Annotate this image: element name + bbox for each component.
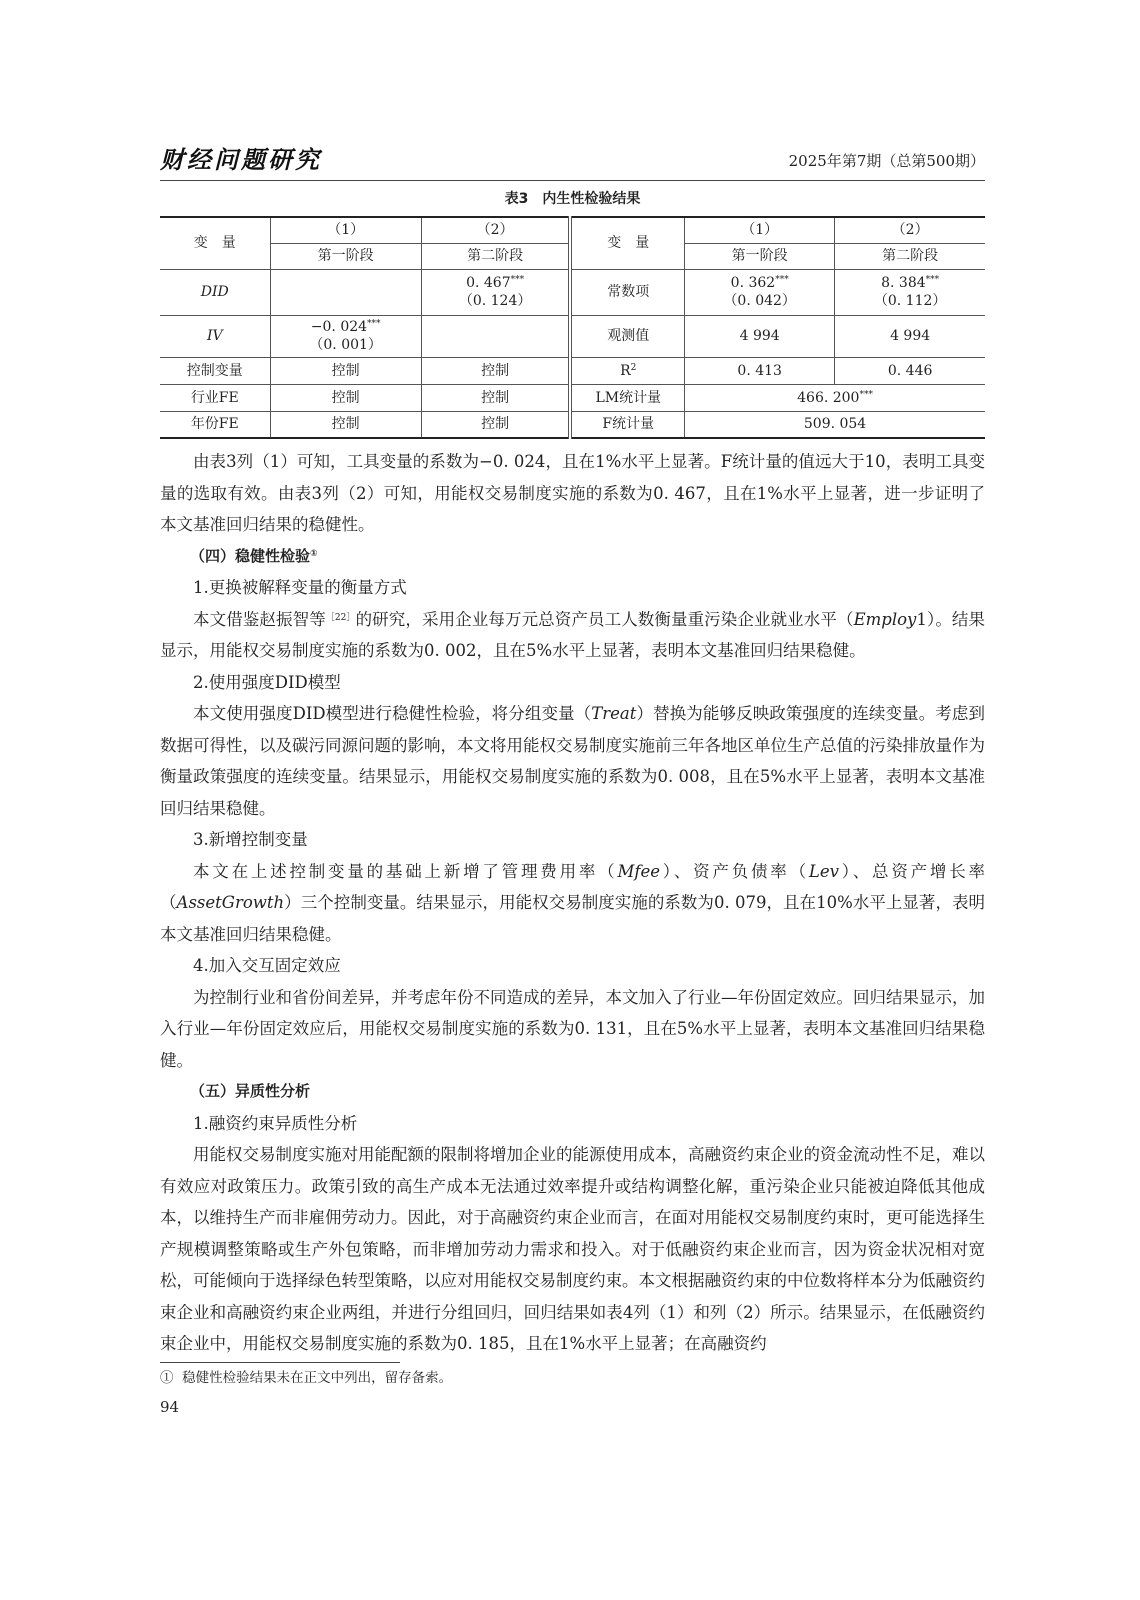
text-run: ）、总资产增长率（ [160, 861, 986, 912]
r2-superscript: 2 [630, 362, 637, 373]
did-stars: *** [510, 275, 525, 285]
text-run: 本文借鉴赵振智等 [193, 609, 326, 629]
lm-stars: *** [859, 389, 873, 400]
header-col1-right: （1） [685, 217, 835, 243]
footnote-mark: ① [160, 1370, 174, 1386]
stage1-left: 第一阶段 [270, 243, 421, 269]
lm-value [685, 384, 985, 411]
table-title: 表3 内生性检验结果 [504, 191, 641, 207]
citation: ［22］ [325, 612, 356, 623]
footnote-text: 稳健性检验结果未在正文中列出，留存备索。 [182, 1370, 453, 1386]
footnote-ref: ① [310, 548, 318, 559]
text-run: 1）。结果显示，用能权交易制度实施的系数为0. 002，且在5%水平上显著，表明本文基准回归结果稳健。 [160, 609, 986, 660]
footnote-rule [160, 1362, 400, 1363]
stage2-right: 第二阶段 [835, 243, 985, 269]
text-run: 的研究，采用企业每万元总资产员工人数衡量重污染企业就业水平（ [355, 609, 854, 629]
header-variable-right: 变 量 [570, 217, 684, 269]
text-run: 本文使用强度DID模型进行稳健性检验，将分组变量（ [193, 704, 592, 723]
subsection-heading: 4.加入交互固定效应 [193, 956, 341, 975]
header-col1-left: （1） [270, 217, 421, 243]
row-label-controls: 控制变量 [160, 357, 270, 384]
lm-value-text: 466. 200 [797, 389, 860, 406]
text-run: 本文在上述控制变量的基础上新增了管理费用率（ [193, 861, 618, 881]
year-fe-col2: 控制 [421, 411, 570, 438]
variable-name: AssetGrowth [176, 893, 285, 912]
header-col2-right: （2） [835, 217, 985, 243]
subsection-heading: 1.融资约束异质性分析 [193, 1113, 358, 1133]
section-heading-robustness [160, 541, 985, 573]
header-variable-left: 变 量 [160, 217, 270, 269]
did-col1 [270, 269, 421, 315]
text-run: ）替换为能够反映政策强度的连续变量。考虑到数据可得性，以及碳污同源问题的影响，本文将用能权交易制度实施前三年各地区单位生产总值的污染排放量作为衡量政策强度的连续变量。结果显示，用能权交易制度实施的系数为0. 008，且在5%水平上显著，表明本文基准回归结果稳健。 [160, 704, 985, 818]
section-heading-heterogeneity: （五）异质性分析 [190, 1082, 311, 1100]
iv-col1-se: （0. 001） [309, 337, 382, 353]
row-label-did: DID [160, 269, 270, 315]
variable-name: Treat [591, 704, 637, 723]
const-col1-coef: 0. 362 [730, 275, 776, 291]
obs-col2: 4 994 [835, 315, 985, 357]
row-label-r2 [570, 357, 684, 384]
row-label-f: F统计量 [570, 411, 684, 438]
paragraph [160, 698, 985, 824]
controls-col2: 控制 [421, 357, 570, 384]
f-value: 509. 054 [685, 411, 985, 438]
r2-col2: 0. 446 [835, 357, 985, 384]
paragraph: 由表3列（1）可知，工具变量的系数为−0. 024，且在1%水平上显著。F统计量的值远大于10，表明工具变量的选取有效。由表3列（2）可知，用能权交易制度实施的系数为0. 467，且在1%水平上显著，进一步证明了本文基准回归结果的稳健性。 [160, 452, 985, 534]
subsection-heading: 2.使用强度DID模型 [193, 672, 341, 692]
const-col2-se: （0. 112） [873, 293, 947, 309]
const-col1-se: （0. 042） [723, 293, 796, 309]
const-col2 [835, 269, 985, 315]
variable-name: Lev [808, 861, 839, 881]
controls-col1: 控制 [270, 357, 421, 384]
variable-name: Employ [853, 609, 917, 629]
page-number: 94 [160, 1398, 180, 1416]
industry-fe-col2: 控制 [421, 384, 570, 411]
did-col2-se: （0. 124） [458, 293, 532, 309]
obs-col1: 4 994 [685, 315, 835, 357]
paragraph [160, 856, 985, 951]
const-col1 [685, 269, 835, 315]
industry-fe-col1: 控制 [270, 384, 421, 411]
row-label-iv: IV [160, 315, 270, 357]
body-text [160, 446, 985, 1360]
stage2-left: 第二阶段 [421, 243, 570, 269]
section-heading-text: （四）稳健性检验 [190, 546, 311, 565]
iv-stars: *** [367, 319, 381, 329]
paragraph: 用能权交易制度实施对用能配额的限制将增加企业的能源使用成本，高融资约束企业的资金流动性不足，难以有效应对政策压力。政策引致的高生产成本无法通过效率提升或结构调整化解，重污染企业只能被迫降低其他成本，以维持生产而非雇佣劳动力。因此，对于高融资约束企业而言，在面对用能权交易制度约束时，更可能选择生产规模调整策略或生产外包策略，而非增加劳动力需求和投入。对于低融资约束企业而言，因为资金状况相对宽松，可能倾向于选择绿色转型策略，以应对用能权交易制度约束。本文根据融资约束的中位数将样本分为低融资约束企业和高融资约束企业两组，并进行分组回归，回归结果如表4列（1）和列（2）所示。结果显示，在低融资约束企业中，用能权交易制度实施的系数为0. 185，且在1%水平上显著；在高融资约 [160, 1145, 985, 1353]
stage1-right: 第一阶段 [685, 243, 835, 269]
const-col1-stars: *** [775, 275, 789, 285]
subsection-heading: 3.新增控制变量 [193, 830, 308, 849]
r2-col1: 0. 413 [685, 357, 835, 384]
row-label-obs: 观测值 [570, 315, 684, 357]
r2-text: R [620, 362, 631, 379]
subsection-heading: 1.更换被解释变量的衡量方式 [193, 578, 407, 597]
iv-col1 [270, 315, 421, 357]
footnote [160, 1366, 452, 1386]
row-label-const: 常数项 [570, 269, 684, 315]
paragraph [160, 604, 985, 667]
journal-logo: 财经问题研究 [160, 145, 322, 174]
const-col2-coef: 8. 384 [881, 275, 926, 291]
const-col2-stars: *** [925, 275, 940, 285]
year-fe-col1: 控制 [270, 411, 421, 438]
header-rule [160, 180, 985, 181]
did-col2 [421, 269, 570, 315]
iv-col1-coef: −0. 024 [310, 319, 368, 335]
row-label-year-fe: 年份FE [160, 411, 270, 438]
text-run: ）三个控制变量。结果显示，用能权交易制度实施的系数为0. 079，且在10%水平上显著，表明本文基准回归结果稳健。 [160, 893, 986, 944]
results-table [160, 216, 985, 439]
text-run: ）、资产负债率（ [659, 861, 809, 881]
did-col2-coef: 0. 467 [466, 275, 511, 291]
running-header [160, 136, 985, 180]
issue-info: 2025年第7期（总第500期） [788, 152, 985, 170]
header-col2-left: （2） [421, 217, 570, 243]
row-label-lm: LM统计量 [570, 384, 684, 411]
paragraph: 为控制行业和省份间差异，并考虑年份不同造成的差异，本文加入了行业—年份固定效应。回归结果显示，加入行业—年份固定效应后，用能权交易制度实施的系数为0. 131，且在5%水平上显著，表明本文基准回归结果稳健。 [160, 987, 985, 1070]
variable-name: Mfee [617, 861, 660, 881]
iv-col2 [421, 315, 570, 357]
row-label-industry-fe: 行业FE [160, 384, 270, 411]
